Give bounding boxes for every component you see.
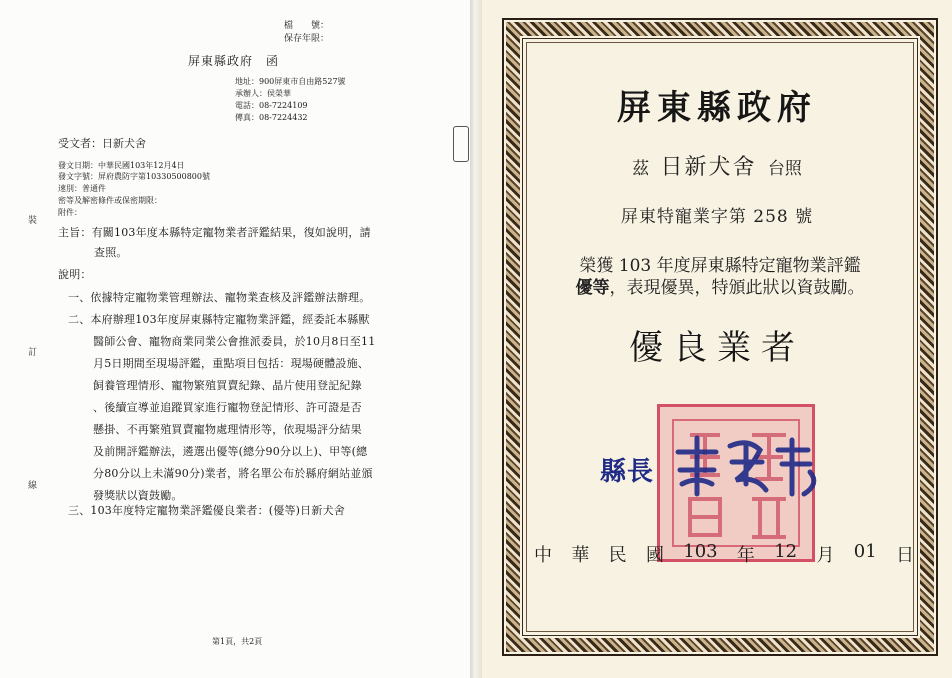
date-char: 中 bbox=[534, 545, 552, 566]
explain-item-2-line: 懸掛、不再繁殖買賣寵物處理情形等，依現場評分結果 bbox=[93, 423, 362, 436]
date-char: 月 bbox=[816, 545, 835, 566]
award-text-line-2 bbox=[550, 277, 890, 299]
official-letter bbox=[0, 0, 472, 678]
binding-mark: 訂 bbox=[28, 348, 38, 358]
award-text-line-1: 榮獲 103 年度屏東縣特定寵物業評鑑 bbox=[579, 256, 861, 276]
certificate-date bbox=[534, 541, 914, 567]
signer-title: 縣長 bbox=[600, 457, 655, 487]
certificate-title: 屏東縣政府 bbox=[617, 88, 817, 128]
explain-item-2-line: 二、本府辦理103年度屏東縣特定寵物業評鑑，經委託本縣獸 bbox=[68, 313, 370, 326]
award-certificate bbox=[482, 0, 952, 678]
award-text-rest: ，表現優異，特頒此狀以資鼓勵。 bbox=[609, 278, 865, 298]
explain-item-2-line: 月5日期間至現場評鑑，重點項目包括：現場硬體設施、 bbox=[93, 357, 369, 370]
document-number: 發文字號：屏府農防字第10330500800號 bbox=[58, 172, 210, 181]
explain-item-2-line: 醫師公會、寵物商業同業公會推派委員，於10月8日至11 bbox=[93, 335, 376, 348]
retention-label: 保存年限： bbox=[284, 34, 330, 44]
explain-item-2-line: 發獎狀以資鼓勵。 bbox=[93, 489, 183, 502]
side-stamp-mark bbox=[453, 126, 469, 162]
fax-number: 傳真：08-7224432 bbox=[235, 113, 308, 122]
speed-class: 速別：普通件 bbox=[58, 184, 106, 193]
issue-date: 發文日期：中華民國103年12月4日 bbox=[58, 161, 185, 170]
grant-prefix: 茲 bbox=[632, 159, 650, 179]
explain-item-3: 三、103年度特定寵物業評鑑優良業者：(優等)日新犬舍 bbox=[68, 504, 345, 517]
date-char: 日 bbox=[895, 545, 914, 566]
date-year: 103 bbox=[683, 541, 718, 562]
phone-number: 電話：08-7224109 bbox=[235, 101, 308, 110]
explain-label: 說明： bbox=[58, 268, 92, 281]
attachment: 附件： bbox=[58, 208, 82, 217]
contact-person: 承辦人：侯榮華 bbox=[235, 89, 291, 98]
subject-line-1: 主旨：有關103年度本縣特定寵物業者評鑑結果，復如說明，請 bbox=[58, 226, 371, 239]
page-footer: 第1頁，共2頁 bbox=[212, 637, 263, 646]
explain-item-1: 一、依據特定寵物業管理辦法、寵物業查核及評鑑辦法辦理。 bbox=[68, 291, 371, 304]
secrecy-level: 密等及解密條件或保密期限： bbox=[58, 196, 162, 205]
page-fold-shadow bbox=[470, 0, 482, 678]
license-number: 屏東特寵業字第 258 號 bbox=[620, 207, 814, 227]
explain-item-2-line: 飼養管理情形、寵物繁殖買賣紀錄、晶片使用登記紀錄 bbox=[93, 379, 362, 392]
subject-line-2: 查照。 bbox=[94, 246, 128, 259]
agency-title: 屏東縣政府 函 bbox=[188, 54, 280, 68]
grant-suffix: 台照 bbox=[767, 159, 802, 179]
date-char: 民 bbox=[608, 545, 627, 566]
recipient-name: 日新犬舍 bbox=[660, 155, 757, 180]
recipient-line bbox=[482, 150, 952, 181]
date-month: 12 bbox=[774, 541, 798, 562]
explain-item-2-line: 及前開評鑑辦法，遴選出優等(總分90分以上)、甲等(總 bbox=[93, 445, 368, 458]
award-title: 優良業者 bbox=[629, 328, 805, 368]
signature-mark bbox=[670, 432, 840, 502]
file-number-label: 檔 號： bbox=[284, 21, 330, 31]
recipient: 受文者：日新犬舍 bbox=[58, 137, 146, 150]
date-char: 華 bbox=[571, 545, 590, 566]
date-day: 01 bbox=[853, 541, 877, 562]
binding-mark: 裝 bbox=[28, 216, 38, 226]
award-grade: 優等 bbox=[575, 278, 610, 298]
date-char: 國 bbox=[645, 545, 664, 566]
explain-item-2-line: 、後續宣導並追蹤買家進行寵物登記情形、許可證是否 bbox=[93, 401, 362, 414]
date-char: 年 bbox=[736, 545, 755, 566]
agency-address: 地址：900屏東市自由路527號 bbox=[235, 77, 346, 86]
binding-mark: 線 bbox=[28, 481, 38, 491]
explain-item-2-line: 分80分以上未滿90分)業者，將名單公布於縣府網站並頒 bbox=[93, 467, 373, 480]
